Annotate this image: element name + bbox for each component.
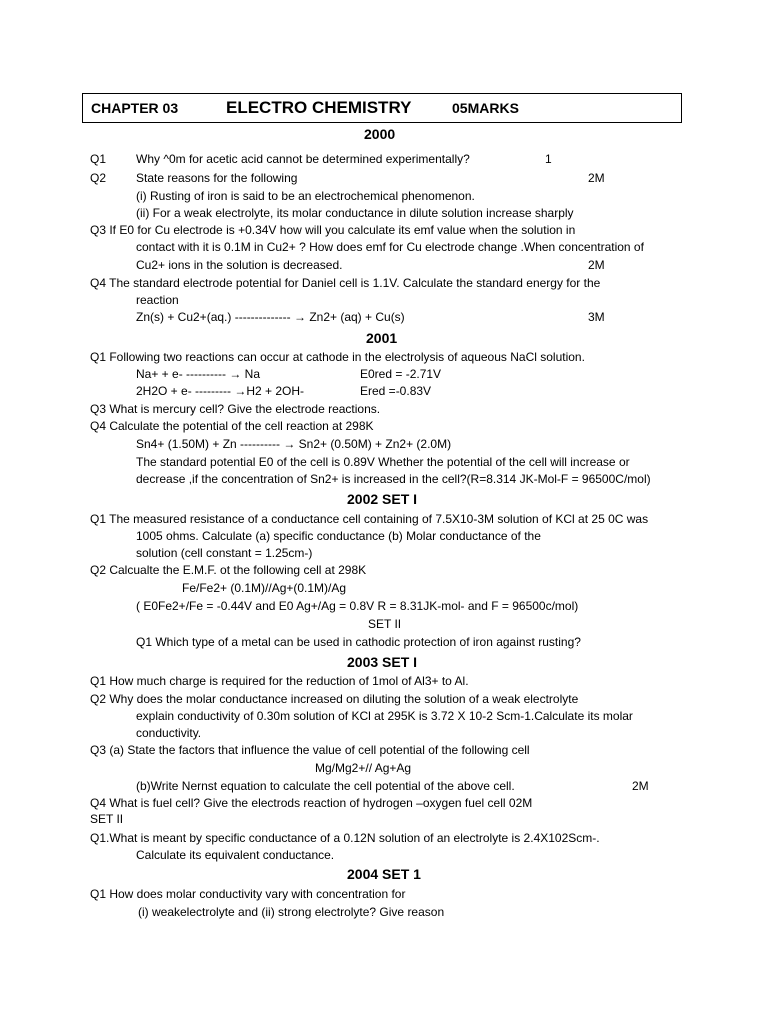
question-text: Calculate its equivalent conductance. bbox=[136, 848, 335, 862]
question-text: Q3 If E0 for Cu electrode is +0.34V how will you calculate its emf value when the solution in bbox=[90, 223, 576, 237]
question-marks: 3M bbox=[588, 310, 605, 324]
electrode-potential: E0red = -2.71V bbox=[360, 367, 442, 381]
question-text: Q1 How much charge is required for the reduction of 1mol of Al3+ to Al. bbox=[90, 674, 469, 688]
marks-label: 05MARKS bbox=[452, 100, 519, 116]
question-marks: 2M bbox=[632, 779, 649, 793]
question-text: Q4 The standard electrode potential for Daniel cell is 1.1V. Calculate the standard energy for the bbox=[90, 276, 601, 290]
section-2002-set-1: 2002 SET I bbox=[347, 491, 418, 507]
question-text: Q4 What is fuel cell? Give the electrods reaction of hydrogen –oxygen fuel cell 02M bbox=[90, 796, 533, 810]
question-text: Q2 Calcualte the E.M.F. ot the following cell at 298K bbox=[90, 563, 367, 577]
question-text: Q2 Why does the molar conductance increased on diluting the solution of a weak electrolyte bbox=[90, 692, 579, 706]
question-label: Q2 bbox=[90, 171, 107, 185]
equation: 2H2O + e- --------- →H2 + 2OH- bbox=[136, 384, 305, 398]
page-title: ELECTRO CHEMISTRY bbox=[226, 98, 412, 117]
question-text: Q3 (a) State the factors that influence the value of cell potential of the following cell bbox=[90, 743, 530, 757]
section-2001: 2001 bbox=[366, 330, 398, 346]
equation: Sn4+ (1.50M) + Zn ---------- → Sn2+ (0.50M) + Zn2+ (2.0M) bbox=[136, 437, 452, 451]
question-text: Q1 How does molar conductivity vary with concentration for bbox=[90, 887, 406, 901]
question-text: Q1 The measured resistance of a conductance cell containing of 7.5X10-3M solution of KCl at 25 0C was bbox=[90, 512, 649, 526]
question-text: Q3 What is mercury cell? Give the electrode reactions. bbox=[90, 402, 381, 416]
question-text: 1005 ohms. Calculate (a) specific conductance (b) Molar conductance of the bbox=[136, 529, 541, 543]
equation: Zn(s) + Cu2+(aq.) -------------- → Zn2+ (aq) + Cu(s) bbox=[136, 310, 405, 324]
question-text: Cu2+ ions in the solution is decreased. bbox=[136, 258, 343, 272]
question-text: Why ^0m for acetic acid cannot be determined experimentally? bbox=[136, 152, 470, 166]
question-text: decrease ,if the concentration of Sn2+ is increased in the cell?(R=8.314 JK-Mol-F = 96500C/mol) bbox=[136, 472, 651, 486]
question-text: Q4 Calculate the potential of the cell reaction at 298K bbox=[90, 419, 374, 433]
equation: Na+ + e- ---------- → Na bbox=[136, 367, 260, 381]
section-2002-set-2: SET II bbox=[368, 617, 402, 631]
question-marks: 1 bbox=[545, 152, 552, 166]
question-text: Q1 Which type of a metal can be used in cathodic protection of iron against rusting? bbox=[136, 635, 581, 649]
question-marks: 2M bbox=[588, 171, 605, 185]
chapter-label: CHAPTER 03 bbox=[91, 100, 179, 116]
question-marks: 2M bbox=[588, 258, 605, 272]
question-text: reaction bbox=[136, 293, 179, 307]
given-data: ( E0Fe2+/Fe = -0.44V and E0 Ag+/Ag = 0.8V R = 8.31JK-mol- and F = 96500c/mol) bbox=[136, 599, 579, 613]
section-2003-set-2: SET II bbox=[90, 812, 124, 826]
question-text: conductivity. bbox=[136, 726, 202, 740]
question-label: Q1 bbox=[90, 152, 107, 166]
question-text: contact with it is 0.1M in Cu2+ ? How does emf for Cu electrode change .When concentration of bbox=[136, 240, 644, 254]
question-text: The standard potential E0 of the cell is 0.89V Whether the potential of the cell will increase or bbox=[136, 455, 630, 469]
question-text: Q1.What is meant by specific conductance of a 0.12N solution of an electrolyte is 2.4X102Scm-. bbox=[90, 831, 600, 845]
question-text: explain conductivity of 0.30m solution of KCl at 295K is 3.72 X 10-2 Scm-1.Calculate its molar bbox=[136, 709, 633, 723]
question-text: Q1 Following two reactions can occur at cathode in the electrolysis of aqueous NaCl solution. bbox=[90, 350, 585, 364]
question-subpart: (i) Rusting of iron is said to be an electrochemical phenomenon. bbox=[136, 189, 475, 203]
electrode-potential: Ered =-0.83V bbox=[360, 384, 432, 398]
question-text: (b)Write Nernst equation to calculate the cell potential of the above cell. bbox=[136, 779, 515, 793]
section-2003-set-1: 2003 SET I bbox=[347, 654, 418, 670]
question-text: State reasons for the following bbox=[136, 171, 298, 185]
cell-notation: Fe/Fe2+ (0.1M)//Ag+(0.1M)/Ag bbox=[182, 581, 347, 595]
question-text: solution (cell constant = 1.25cm-) bbox=[136, 546, 313, 560]
question-subpart: (ii) For a weak electrolyte, its molar conductance in dilute solution increase sharply bbox=[136, 206, 574, 220]
cell-notation: Mg/Mg2+// Ag+Ag bbox=[315, 761, 412, 775]
section-2000: 2000 bbox=[364, 126, 396, 142]
question-subpart: (i) weakelectrolyte and (ii) strong electrolyte? Give reason bbox=[138, 905, 445, 919]
section-2004-set-1: 2004 SET 1 bbox=[347, 866, 421, 882]
